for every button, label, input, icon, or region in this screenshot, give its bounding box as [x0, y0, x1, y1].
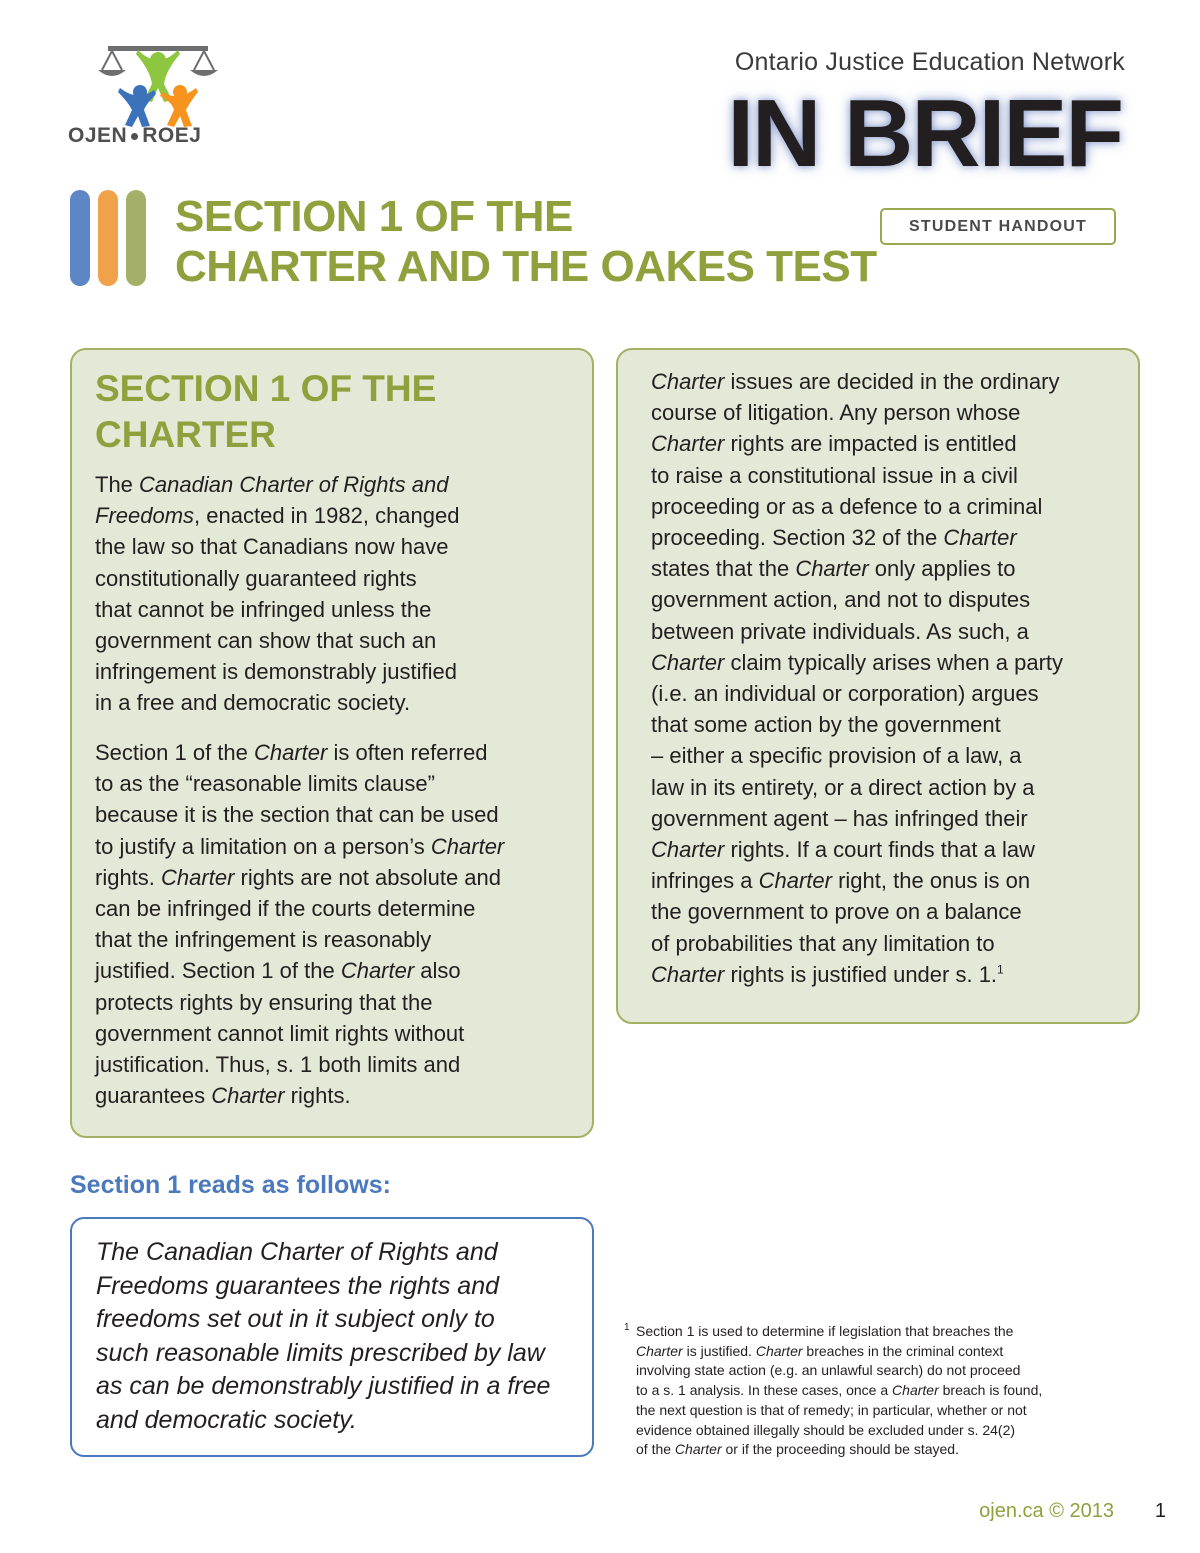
text-line: Charter claim typically arises when a party	[651, 649, 1064, 675]
text-line: The Canadian Charter of Rights and	[95, 472, 449, 497]
text-line: to a s. 1 analysis. In these cases, once a Charter breach is found,	[636, 1382, 1043, 1399]
section-1-heading	[95, 366, 575, 458]
text-line: Charter is justified. Charter breaches in the criminal context	[636, 1342, 1004, 1359]
text-line: involving state action (e.g. an unlawful search) do not proceed	[636, 1362, 1021, 1379]
heading-line-2: CHARTER	[95, 414, 276, 455]
text-line: to as the “reasonable limits clause”	[95, 771, 435, 797]
quote-line: freedoms set out in it subject only to	[96, 1305, 495, 1333]
title-line-1: SECTION 1 OF THE	[175, 192, 573, 241]
logo-text-ojen: OJEN	[68, 124, 128, 147]
quote-line: and democratic society.	[96, 1405, 357, 1434]
logo-separator-dot	[131, 133, 138, 140]
series-title: IN BRIEF	[727, 80, 1122, 187]
quote-line: such reasonable limits prescribed by law	[96, 1338, 545, 1367]
text-line: infringes a Charter right, the onus is on	[651, 868, 1031, 894]
text-line: Section 1 is used to determine if legislation that breaches the	[636, 1323, 1014, 1339]
text-line: of the Charter or if the proceeding should be stayed.	[636, 1441, 959, 1458]
text-line: between private individuals. As such, a	[651, 618, 1029, 644]
charter-issues-paragraph	[651, 366, 1121, 990]
text-line: law in its entirety, or a direct action by a	[651, 774, 1035, 800]
section-1-reads-heading: Section 1 reads as follows:	[70, 1171, 391, 1199]
footer-site-link[interactable]: ojen.ca	[979, 1500, 1044, 1522]
text-line: Charter rights is justified under s. 1.$^1$	[651, 961, 1004, 987]
text-line: in a free and democratic society.	[95, 690, 411, 716]
text-line: the government to prove on a balance	[651, 899, 1022, 925]
text-line: to raise a constitutional issue in a civil	[651, 462, 1018, 488]
footer-copyright-symbol: ©	[1049, 1500, 1064, 1522]
scales-figures-icon	[68, 40, 258, 130]
text-line: states that the Charter only applies to	[651, 556, 1016, 582]
text-line: proceeding or as a defence to a criminal	[651, 493, 1043, 519]
text-line: that the infringement is reasonably	[95, 927, 432, 953]
orange-accent-bar	[98, 190, 118, 286]
text-line: because it is the section that can be used	[95, 802, 499, 828]
footnote-reference: 1	[997, 962, 1004, 977]
footer-credit	[979, 1500, 1114, 1523]
text-line: infringement is demonstrably justified	[95, 659, 457, 685]
page-number: 1	[1154, 1500, 1166, 1522]
text-line: Charter rights. If a court finds that a law	[651, 837, 1035, 863]
text-line: Charter issues are decided in the ordinary	[651, 369, 1060, 394]
text-line: proceeding. Section 32 of the Charter	[651, 525, 1017, 551]
text-line: Freedoms, enacted in 1982, changed	[95, 503, 460, 529]
quote-line: Freedoms guarantees the rights and	[96, 1271, 500, 1300]
text-line: protects rights by ensuring that the	[95, 989, 433, 1015]
text-line: justified. Section 1 of the Charter also	[95, 958, 461, 984]
quote-line: as can be demonstrably justified in a free	[96, 1372, 551, 1400]
text-line: government can show that such an	[95, 628, 437, 654]
text-line: Section 1 of the Charter is often referred	[95, 740, 488, 765]
text-line: – either a specific provision of a law, a	[651, 743, 1022, 769]
text-line: (i.e. an individual or corporation) argues	[651, 681, 1039, 707]
text-line: the law so that Canadians now have	[95, 534, 449, 560]
text-line: government cannot limit rights without	[95, 1020, 465, 1046]
quote-line: The Canadian Charter of Rights and	[96, 1238, 498, 1266]
logo-wordmark	[68, 124, 258, 148]
blue-accent-bar	[70, 190, 90, 286]
section-1-paragraph-2	[95, 737, 575, 1111]
text-line: the next question is that of remedy; in particular, whether or not	[636, 1401, 1027, 1418]
section-1-quote-text	[96, 1236, 576, 1437]
text-line: of probabilities that any limitation to	[651, 930, 995, 956]
text-line: that some action by the government	[651, 712, 1001, 738]
title-line-2: CHARTER AND THE OAKES TEST	[175, 242, 877, 291]
organization-name: Ontario Justice Education Network	[734, 48, 1125, 76]
text-line: to justify a limitation on a person’s Charter	[95, 833, 505, 859]
document-title	[175, 192, 877, 292]
green-accent-bar	[126, 190, 146, 286]
text-line: course of litigation. Any person whose	[651, 400, 1021, 426]
text-line: government agent – has infringed their	[651, 805, 1028, 831]
footnote-text	[636, 1322, 1096, 1460]
text-line: rights. Charter rights are not absolute and	[95, 864, 502, 890]
logo-text-roej: ROEJ	[142, 124, 202, 147]
footnote-marker: 1	[624, 1322, 630, 1333]
text-line: Charter rights are impacted is entitled	[651, 431, 1017, 457]
footer-year: 2013	[1069, 1500, 1114, 1522]
section-1-paragraph-1	[95, 469, 575, 719]
student-handout-badge: STUDENT HANDOUT	[880, 208, 1116, 245]
text-line: justification. Thus, s. 1 both limits and	[95, 1052, 461, 1078]
text-line: evidence obtained illegally should be excluded under s. 24(2)	[636, 1421, 1016, 1438]
text-line: constitutionally guaranteed rights	[95, 565, 417, 591]
text-line: government action, and not to disputes	[651, 587, 1031, 613]
heading-line-1: SECTION 1 OF THE	[95, 368, 437, 409]
text-line: can be infringed if the courts determine	[95, 896, 476, 922]
text-line: that cannot be infringed unless the	[95, 596, 432, 622]
text-line: guarantees Charter rights.	[95, 1083, 351, 1109]
